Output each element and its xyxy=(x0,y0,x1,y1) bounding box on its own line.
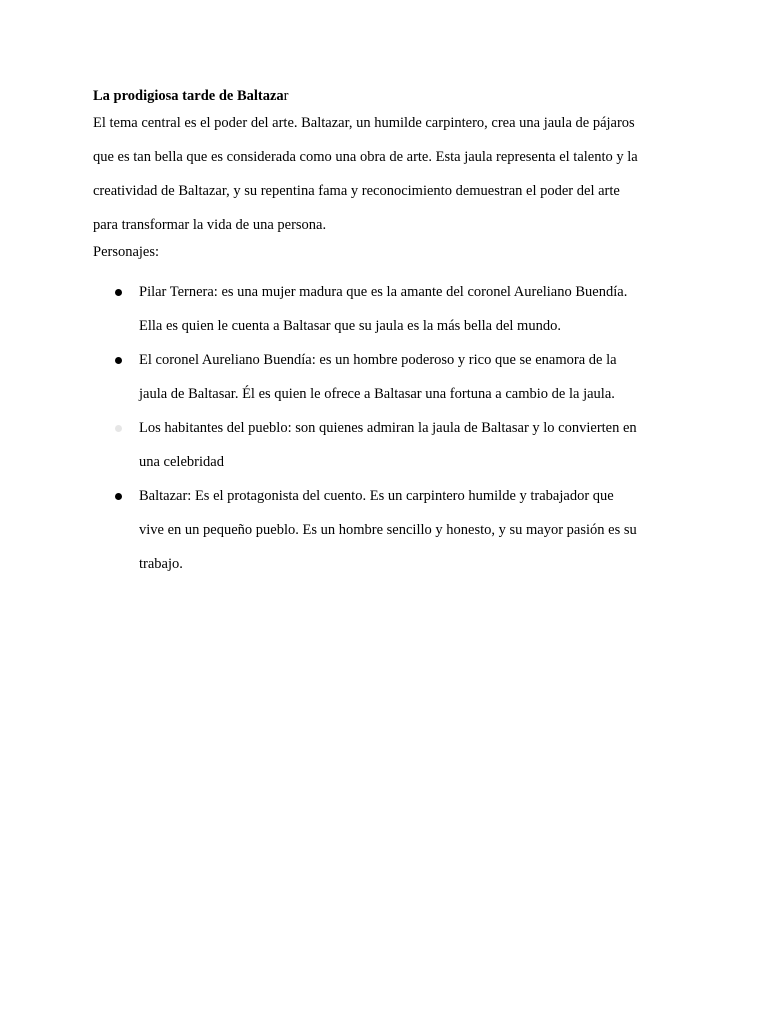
title-tail-text: r xyxy=(283,88,289,104)
bullet-icon xyxy=(115,289,122,296)
characters-list xyxy=(93,275,693,581)
document-title xyxy=(93,86,693,106)
list-item xyxy=(93,343,693,411)
characters-heading: Personajes: xyxy=(93,244,160,260)
title-main-text: La prodigiosa tarde de Baltaza xyxy=(93,88,284,104)
list-item-line: Pilar Ternera: es una mujer madura que es la amante del coronel Aureliano Buendía. xyxy=(139,284,628,300)
list-item xyxy=(93,479,693,581)
list-item-line: una celebridad xyxy=(139,454,224,470)
bullet-icon xyxy=(115,493,122,500)
intro-line: para transformar la vida de una persona. xyxy=(93,217,327,233)
list-item-line: vive en un pequeño pueblo. Es un hombre sencillo y honesto, y su mayor pasión es su xyxy=(139,522,637,538)
list-item-line: Los habitantes del pueblo: son quienes admiran la jaula de Baltasar y lo convierten en xyxy=(139,420,637,436)
intro-line: que es tan bella que es considerada como una obra de arte. Esta jaula representa el talento y la xyxy=(93,149,638,165)
list-item-line: Ella es quien le cuenta a Baltasar que su jaula es la más bella del mundo. xyxy=(139,318,561,334)
document-body xyxy=(93,86,693,581)
intro-line: El tema central es el poder del arte. Baltazar, un humilde carpintero, crea una jaula de pájaros xyxy=(93,115,635,131)
intro-line: creatividad de Baltazar, y su repentina fama y reconocimiento demuestran el poder del arte xyxy=(93,183,620,199)
bullet-icon xyxy=(115,425,122,432)
bullet-icon xyxy=(115,357,122,364)
list-item-line: trabajo. xyxy=(139,556,183,572)
list-item xyxy=(93,411,693,479)
intro-paragraph xyxy=(93,106,693,242)
list-item-line: El coronel Aureliano Buendía: es un hombre poderoso y rico que se enamora de la xyxy=(139,352,617,368)
list-item-line: jaula de Baltasar. Él es quien le ofrece a Baltasar una fortuna a cambio de la jaula. xyxy=(139,386,615,402)
list-item-line: Baltazar: Es el protagonista del cuento. Es un carpintero humilde y trabajador que xyxy=(139,488,614,504)
list-item xyxy=(93,275,693,343)
